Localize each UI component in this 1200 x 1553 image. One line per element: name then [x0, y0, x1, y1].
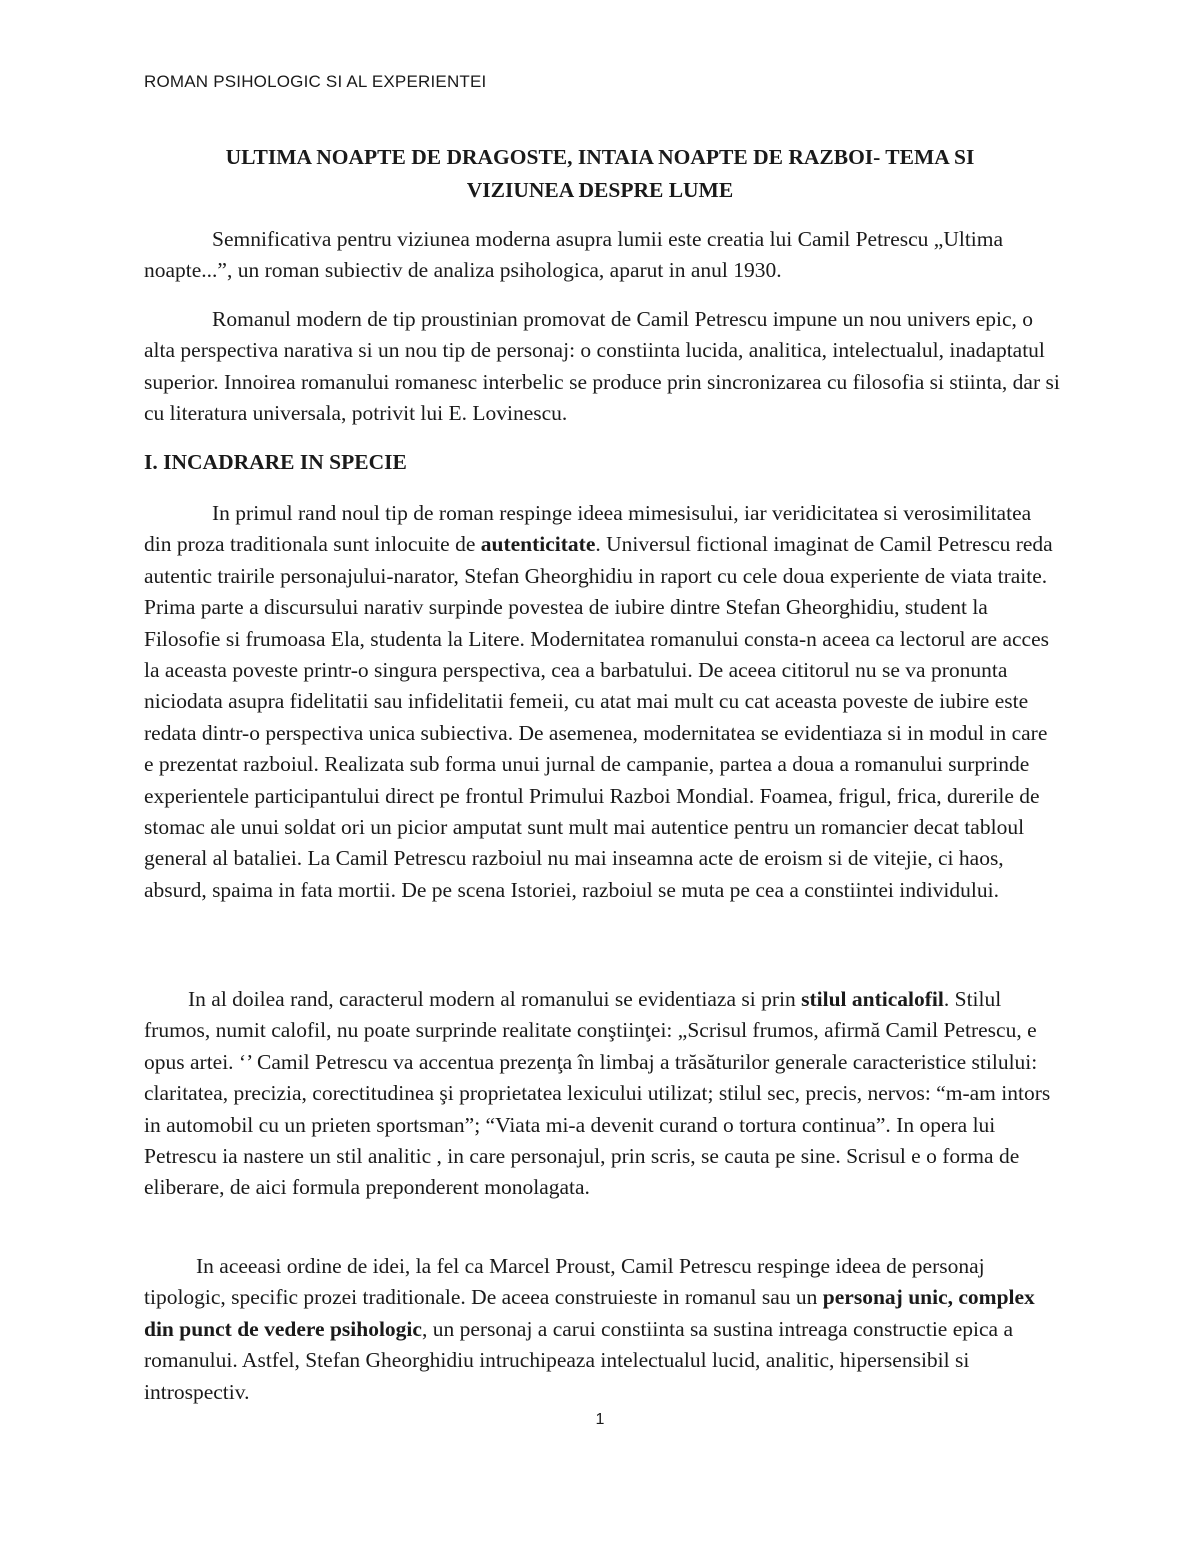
keyword-autenticitate: autenticitate: [480, 532, 596, 557]
intro-paragraph-2: Romanul modern de tip proustinian promovat de Camil Petrescu impune un nou univers epic, o alta perspectiva narativa si un nou tip de personaj: o constiinta lucida, analitica, intelectualul, inadaptatul superior. Innoirea romanului romanesc interbelic se produce prin sincronizarea cu filosofia si stiinta, dar si cu literatura universala, potrivit lui E. Lovinescu.: [144, 307, 1060, 426]
section1-paragraph-1-text-a: In primul rand noul tip de roman respinge ideea mimesisului, iar veridicitatea si verosimilitatea din proza traditionala sunt inlocuite de: [144, 501, 1032, 557]
section-heading-incadrare: I. INCADRARE IN SPECIE: [144, 450, 407, 474]
running-header: ROMAN PSIHOLOGIC SI AL EXPERIENTEI: [144, 72, 487, 91]
keyword-stilul-anticalofil: stilul anticalofil: [801, 987, 944, 1011]
section1-paragraph-2-text-b: . Stilul frumos, numit calofil, nu poate surprinde realitate conştiinţei: „Scrisul frumos, afirmă Camil Petrescu, e opus artei. ‘’ Camil Petrescu va accentua prezenţa în limbaj a trăsăturilor generale caracteristice stilului: claritatea, precizia, corectitudinea şi proprietatea lexicului utilizat; stilul sec, precis, nervos: “m-am intors in automobil cu un prieten sportsman”; “Viata mi-a devenit curand o tortura continua”. In opera lui Petrescu ia nastere un stil analitic , in care personajul, prin scris, se cauta pe sine. Scrisul e o forma de eliberare, de aici formula preponderent monolagata.: [144, 987, 1051, 1200]
section1-paragraph-1: [144, 498, 1060, 906]
section1-paragraph-3-text-a: In aceeasi ordine de idei, la fel ca Marcel Proust, Camil Petrescu respinge ideea de personaj tipologic, specific prozei traditionale. De aceea construieste in romanul sau un: [144, 1254, 985, 1310]
keyword-personaj-unic: personaj unic, complex din punct de vedere psihologic: [144, 1285, 1035, 1341]
section1-paragraph-3-text-b: , un personaj a carui constiinta sa sustina intreaga constructie epica a romanului. Astfel, Stefan Gheorghidiu intruchipeaza intelectualul lucid, analitic, hipersensibil si introspectiv.: [144, 1316, 1013, 1404]
section1-paragraph-3: [144, 1251, 1060, 1408]
page-number: 1: [595, 1411, 605, 1428]
document-title-line-2: VIZIUNEA DESPRE LUME: [466, 178, 734, 202]
document-title-line-1: ULTIMA NOAPTE DE DRAGOSTE, INTAIA NOAPTE DE RAZBOI- TEMA SI: [225, 145, 975, 169]
intro-paragraph-1: Semnificativa pentru viziunea moderna asupra lumii este creatia lui Camil Petrescu „Ultima noapte...”, un roman subiectiv de analiza psihologica, aparut in anul 1930.: [144, 227, 1004, 283]
section1-paragraph-1-text-b: . Universul fictional imaginat de Camil Petrescu reda autentic trairile personajului-narator, Stefan Gheorghidiu in raport cu cele doua experiente de viata traite. Prima parte a discursului narativ surpinde povestea de iubire dintre Stefan Gheorghidiu, student la Filosofie si frumoasa Ela, studenta la Litere. Modernitatea romanului consta-n aceea ca lectorul are acces la aceasta poveste printr-o singura perspectiva, cea a barbatului. De aceea cititorul nu se va pronunta niciodata asupra fidelitatii sau infidelitatii femeii, cu atat mai mult cu cat aceasta poveste de iubire este redata dintr-o perspectiva unica subiectiva. De asemenea, modernitatea se evidentiaza si in modul in care e prezentat razboiul. Realizata sub forma unui jurnal de campanie, partea a doua a romanului surprinde experientele participantului direct pe frontul Primului Razboi Mondial. Foamea, frigul, frica, durerile de stomac ale unui soldat ori un picior amputat sunt mult mai autentice pentru un romancier decat tabloul general al bataliei. La Camil Petrescu razboiul nu mai inseamna acte de eroism si de vitejie, ci haos, absurd, spaima in fata mortii. De pe scena Istoriei, razboiul se muta pe cea a constiintei individului.: [144, 532, 1053, 902]
section1-paragraph-2-text-a: In al doilea rand, caracterul modern al romanului se evidentiaza si prin: [188, 987, 802, 1011]
document-title: [144, 141, 1056, 207]
section1-paragraph-2: [144, 984, 1060, 1204]
